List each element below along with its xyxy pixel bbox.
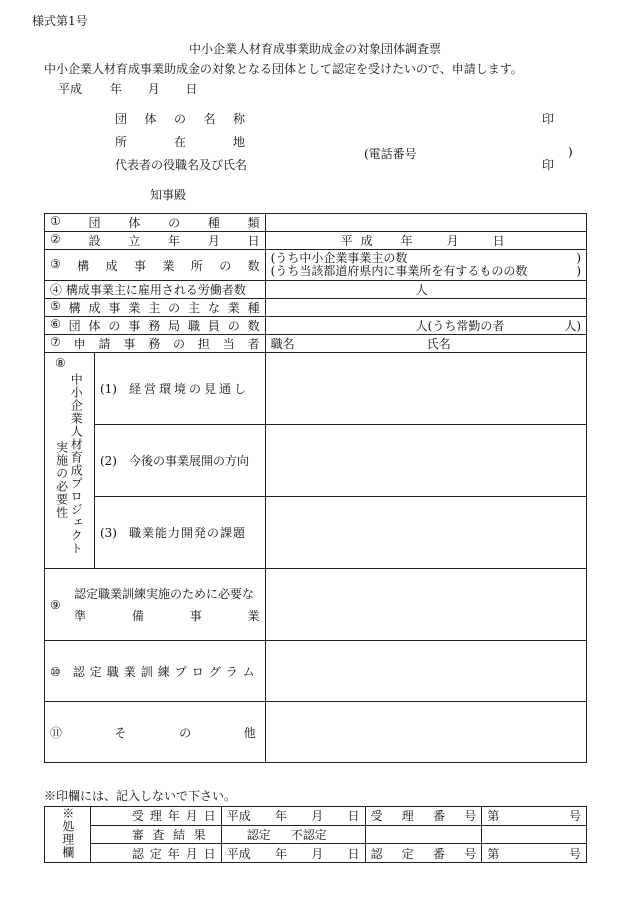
review-result-label: 審 査 結 果 [131,827,206,842]
other-label: ⑪ そ の 他 [50,725,256,740]
establishments-label: ③ 構 成 事 業 所 の 数 [50,256,260,273]
approval-number-label: 認 定 番 号 [370,846,477,861]
intro-text: 中小企業人材育成事業助成金の対象となる団体として認定を受けたいので、申請します。 [44,62,523,76]
industry-label: ⑤ 構 成 事 業 主 の 主 な 業 種 [50,299,260,315]
staff-label: ⑥ 団 体 の 事 務 局 職 員 の 数 [50,317,260,333]
office-row-approval [45,844,587,863]
project-item-2-field[interactable] [265,425,586,497]
address-label: 所 在 地 [115,135,245,149]
row-other [45,702,587,763]
training-program-field[interactable] [265,641,586,702]
seal-mark-1: 印 [542,112,555,126]
row-preparation [45,569,587,641]
establishments-field[interactable]: (うち中小企業事業主の数 ) (うち当該都道府県内に事業所を有するものの数 ) [265,250,586,281]
contact-field[interactable]: 職名 氏名 [265,335,586,353]
row-workers: ④ 構成事業主に雇用される労働者数 人 [45,281,587,299]
row-project-3 [45,497,587,569]
office-row-receipt [45,807,587,826]
training-program-label: 認定職業訓練プログラム [72,664,260,679]
application-date: 平成 年 月 日 [58,82,198,96]
project-item-1-label: (1) 経営環境の見通し [94,353,265,425]
office-row-review [45,825,587,844]
approval-date-label: 認 定 年 月 日 [131,846,216,861]
row-training-program: ⑩ 認定職業訓練プログラム [45,641,587,702]
representative-label: 代表者の役職名及び氏名 [115,158,248,172]
review-result-field[interactable]: 認定 不認定 [221,825,365,844]
workers-field[interactable]: 人 [265,281,586,299]
row-staff [45,317,587,335]
office-side-label: ※処理欄 [45,807,91,863]
project-item-2-label: (2) 今後の事業展開の方向 [94,425,265,497]
project-item-1-field[interactable] [265,353,586,425]
org-name-label: 団 体 の 名 称 [115,112,245,126]
row-project-2 [45,425,587,497]
row-project-1 [45,353,587,425]
project-item-3-field[interactable] [265,497,586,569]
phone-open: (電話番号 [364,147,417,161]
project-side-label: ⑧ 中小企業人材育成プロジェクト 実施の必要性 [45,353,95,569]
office-use-note: ※印欄には、記入しないで下さい。 [44,789,237,803]
row-established [45,232,587,250]
preparation-label: ⑨ 認定職業訓練実施のために必要な 準 備 事 業 [45,569,266,641]
other-field[interactable] [265,702,586,763]
row-establishments [45,250,587,281]
row-industry [45,299,587,317]
addressee: 知事殿 [150,188,187,202]
preparation-label-line2: 準 備 事 業 [74,608,260,623]
workers-label: 構成事業主に雇用される労働者数 [65,283,246,297]
office-use-table [44,806,587,863]
form-number: 様式第1号 [32,14,88,28]
receipt-number-label: 受 理 番 号 [370,809,477,824]
contact-label: ⑦ 申 請 事 務 の 担 当 者 [50,335,260,351]
row-contact [45,335,587,353]
industry-field[interactable] [265,299,586,317]
receipt-date-label: 受 理 年 月 日 [131,809,216,824]
preparation-field[interactable] [265,569,586,641]
main-table [44,213,587,763]
receipt-date-field[interactable]: 平成 年 月 日 [221,807,365,826]
project-item-3-label: (3) 職業能力開発の課題 [94,497,265,569]
established-label: ② 設 立 年 月 日 [50,232,260,248]
org-type-field[interactable] [265,214,586,232]
staff-field[interactable]: 人(うち常勤の者 人) [265,317,586,335]
seal-mark-2: 印 [542,158,555,172]
approval-date-field[interactable]: 平成 年 月 日 [221,844,365,863]
row-org-type [45,214,587,232]
phone-close: ) [568,145,573,159]
established-field[interactable]: 平成 年 月 日 [265,232,586,250]
document-title: 中小企業人材育成事業助成金の対象団体調査票 [188,42,441,56]
approval-number-field[interactable]: 第 号 [482,844,587,863]
receipt-number-field[interactable]: 第 号 [482,807,587,826]
org-type-label: ① 団 体 の 種 類 [50,214,260,230]
